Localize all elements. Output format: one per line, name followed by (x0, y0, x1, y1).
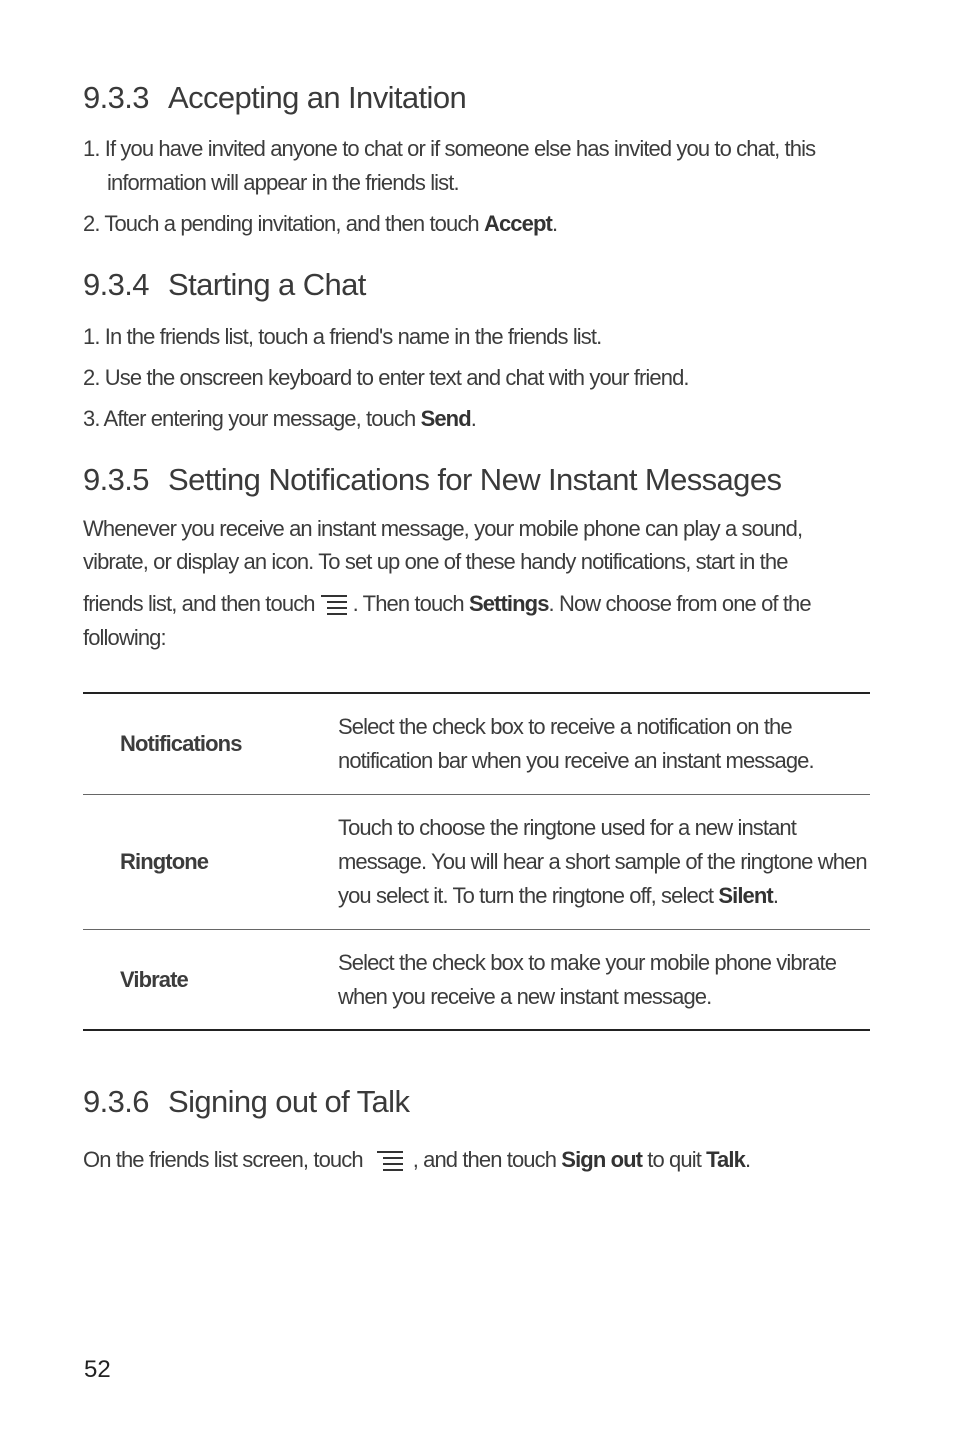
chat-step-3 (83, 406, 476, 432)
desc-line: when you receive a new instant message. (338, 983, 712, 1009)
desc-end: . (772, 883, 779, 908)
step-text: 3. After entering your message, touch (83, 406, 421, 431)
step-1-line-2: information will appear in the friends list. (107, 170, 459, 195)
step-1-line-1: 1. If you have invited anyone to chat or if someone else has invited you to chat, this (83, 136, 816, 161)
option-description (338, 930, 870, 1031)
text: , and then touch (412, 1147, 562, 1172)
section-title: Starting a Chat (168, 267, 366, 302)
option-description (338, 693, 870, 795)
sign-out-label: Sign out (561, 1147, 643, 1172)
option-name: Ringtone (120, 849, 209, 874)
text: . (744, 1147, 751, 1172)
option-description (338, 795, 870, 930)
heading-notifications (83, 462, 781, 498)
table-row (83, 693, 870, 795)
talk-label: Talk (706, 1147, 745, 1172)
step-end: . (551, 211, 558, 236)
settings-label: Settings (468, 591, 549, 616)
section-number: 9.3.5 (83, 462, 149, 497)
heading-signing-out (83, 1084, 409, 1120)
menu-icon (321, 594, 347, 614)
desc-line: Touch to choose the ringtone used for a new instant (338, 815, 796, 840)
section-title: Accepting an Invitation (168, 80, 467, 115)
desc-line: message. You will hear a short sample of the ringtone when (338, 849, 867, 874)
heading-starting-chat (83, 267, 366, 303)
section-number: 9.3.4 (83, 267, 149, 302)
para-text: . Now choose from one of the (548, 591, 811, 616)
para-line-1: Whenever you receive an instant message, your mobile phone can play a sound, (83, 516, 803, 541)
table-row (83, 930, 870, 1031)
text: to quit (642, 1147, 707, 1172)
section-number: 9.3.6 (83, 1084, 149, 1119)
desc-line: you select it. To turn the ringtone off, select (338, 883, 719, 908)
sign-out-text (83, 1147, 750, 1173)
step-2 (83, 211, 557, 237)
desc-line: Select the check box to receive a notification on the (338, 714, 792, 739)
para-text: friends list, and then touch (83, 591, 315, 616)
step-end: . (470, 406, 476, 431)
desc-line: Select the check box to make your mobile phone vibrate (338, 949, 837, 975)
send-label: Send (420, 406, 471, 431)
section-title: Signing out of Talk (168, 1084, 410, 1119)
chat-step-2: 2. Use the onscreen keyboard to enter text and chat with your friend. (83, 365, 689, 390)
table-row (83, 795, 870, 930)
accept-label: Accept (483, 211, 552, 236)
para-line-2: vibrate, or display an icon. To set up one of these handy notifications, start in the (83, 549, 788, 574)
option-name: Vibrate (120, 966, 188, 992)
section-title: Setting Notifications for New Instant Messages (168, 462, 782, 497)
page-number: 52 (84, 1356, 111, 1383)
menu-icon (377, 1150, 403, 1170)
silent-label: Silent (718, 883, 773, 908)
heading-accepting-invitation (83, 80, 466, 116)
para-line-4: following: (83, 625, 166, 650)
step-text: 2. Touch a pending invitation, and then touch (83, 211, 484, 236)
section-number: 9.3.3 (83, 80, 149, 115)
text: On the friends list screen, touch (83, 1147, 363, 1172)
chat-step-1: 1. In the friends list, touch a friend's name in the friends list. (83, 324, 602, 349)
para-text: . Then touch (352, 591, 469, 616)
notification-options-table (83, 692, 870, 1031)
desc-line: notification bar when you receive an instant message. (338, 748, 814, 773)
para-line-3 (83, 591, 811, 617)
option-name: Notifications (120, 731, 242, 756)
